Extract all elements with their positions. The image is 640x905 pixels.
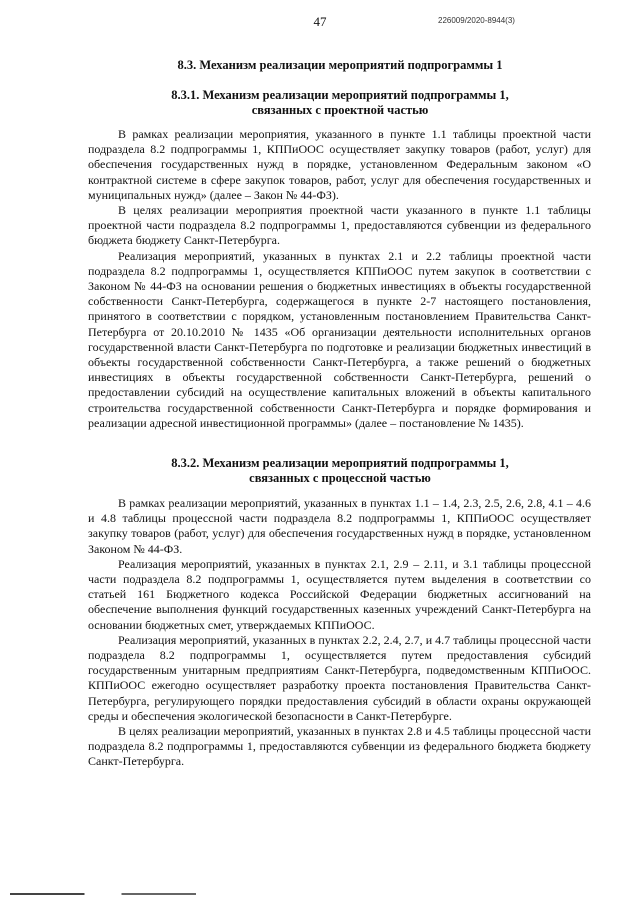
- subsection-1-body: [88, 127, 591, 431]
- document-code: 226009/2020-8944(3): [438, 16, 515, 25]
- subsection-2-title: [0, 456, 640, 486]
- paragraph: В рамках реализации мероприятия, указанного в пункте 1.1 таблицы проектной части подраздела 8.2 подпрограммы 1, КППиООС осуществляет закупку товаров (работ, услуг) для обеспечения государственных нужд в порядке, установленном Федеральным законом «О контрактной системе в сфере закупок товаров, работ, услуг для обеспечения государственных и муниципальных нужд» (далее – Закон № 44-ФЗ).: [88, 127, 591, 202]
- paragraph: В целях реализации мероприятий, указанных в пунктах 2.8 и 4.5 таблицы процессной части подраздела 8.2 подпрограммы 1, предоставляются субвенции из федерального бюджета бюджету Санкт-Петербурга.: [88, 724, 591, 769]
- subsection-2-title-line1: 8.3.2. Механизм реализации мероприятий подпрограммы 1,: [171, 456, 509, 470]
- scan-edge-rule: [10, 893, 630, 895]
- page-number: 47: [313, 14, 327, 29]
- paragraph: В целях реализации мероприятия проектной части указанного в пункте 1.1 таблицы проектной части подраздела 8.2 подпрограммы 1, предоставляются субвенции из федерального бюджета бюджету Санкт-Петербурга.: [88, 203, 591, 248]
- paragraph: Реализация мероприятий, указанных в пунктах 2.1 и 2.2 таблицы проектной части подраздела 8.2 подпрограммы 1, осуществляется КППиООС путем закупок в соответствии с Законом № 44-ФЗ на основании решения о бюджетных инвестициях в объекты государственной собственности Санкт-Петербурга, содержащегося в пункте 2-7 настоящего постановления, принятого в соответствии с порядком, установленным постановлением Правительства Санкт-Петербурга от 20.10.2010 № 1435 «Об организации деятельности исполнительных органов государственной власти Санкт-Петербурга по подготовке и реализации бюджетных инвестиций в объекты государственной собственности Санкт-Петербурга, а также решений о бюджетных инвестициях в объекты государственной собственности Санкт-Петербурга, решений о предоставлении субсидий на осуществление капитальных вложений в объекты капитального строительства государственной собственности Санкт-Петербурга и порядке формирования и реализации адресной инвестиционной программы» (далее – постановление № 1435).: [88, 248, 591, 430]
- paragraph: В рамках реализации мероприятий, указанных в пунктах 1.1 – 1.4, 2.3, 2.5, 2.6, 2.8, 4.1 – 4.6 и 4.8 таблицы процессной части подраздела 8.2 подпрограммы 1, КППиООС осуществляет закупку товаров (работ, услуг) для обеспечения государственных нужд в порядке, установленном Законом № 44-ФЗ.: [88, 496, 591, 556]
- section-title: 8.3. Механизм реализации мероприятий подпрограммы 1: [177, 58, 503, 72]
- subsection-1-title-line2: связанных с проектной частью: [251, 103, 429, 117]
- subsection-2-title-line2: связанных с процессной частью: [249, 471, 431, 485]
- subsection-1-title: [0, 88, 640, 118]
- paragraph: Реализация мероприятий, указанных в пунктах 2.2, 2.4, 2.7, и 4.7 таблицы процессной части подраздела 8.2 подпрограммы 1, осуществляется путем предоставления субсидий государственным унитарным предприятиям Санкт-Петербурга, подведомственным КППиООС. КППиООС ежегодно осуществляет разработку проекта постановления Правительства Санкт-Петербурга, регулирующего порядки предоставления субсидий в области охраны окружающей среды и обеспечения экологической безопасности в Санкт-Петербурге.: [88, 632, 591, 723]
- subsection-2-body: [88, 496, 591, 770]
- paragraph: Реализация мероприятий, указанных в пунктах 2.1, 2.9 – 2.11, и 3.1 таблицы процессной части подраздела 8.2 подпрограммы 1, осуществляется путем выделения в соответствии со статьей 161 Бюджетного кодекса Российской Федерации бюджетных ассигнований на обеспечение выполнения функций государственных казенных учреждений Санкт-Петербурга на основании бюджетных смет, утверждаемых КППиООС.: [88, 556, 591, 632]
- subsection-1-title-line1: 8.3.1. Механизм реализации мероприятий подпрограммы 1,: [171, 88, 509, 102]
